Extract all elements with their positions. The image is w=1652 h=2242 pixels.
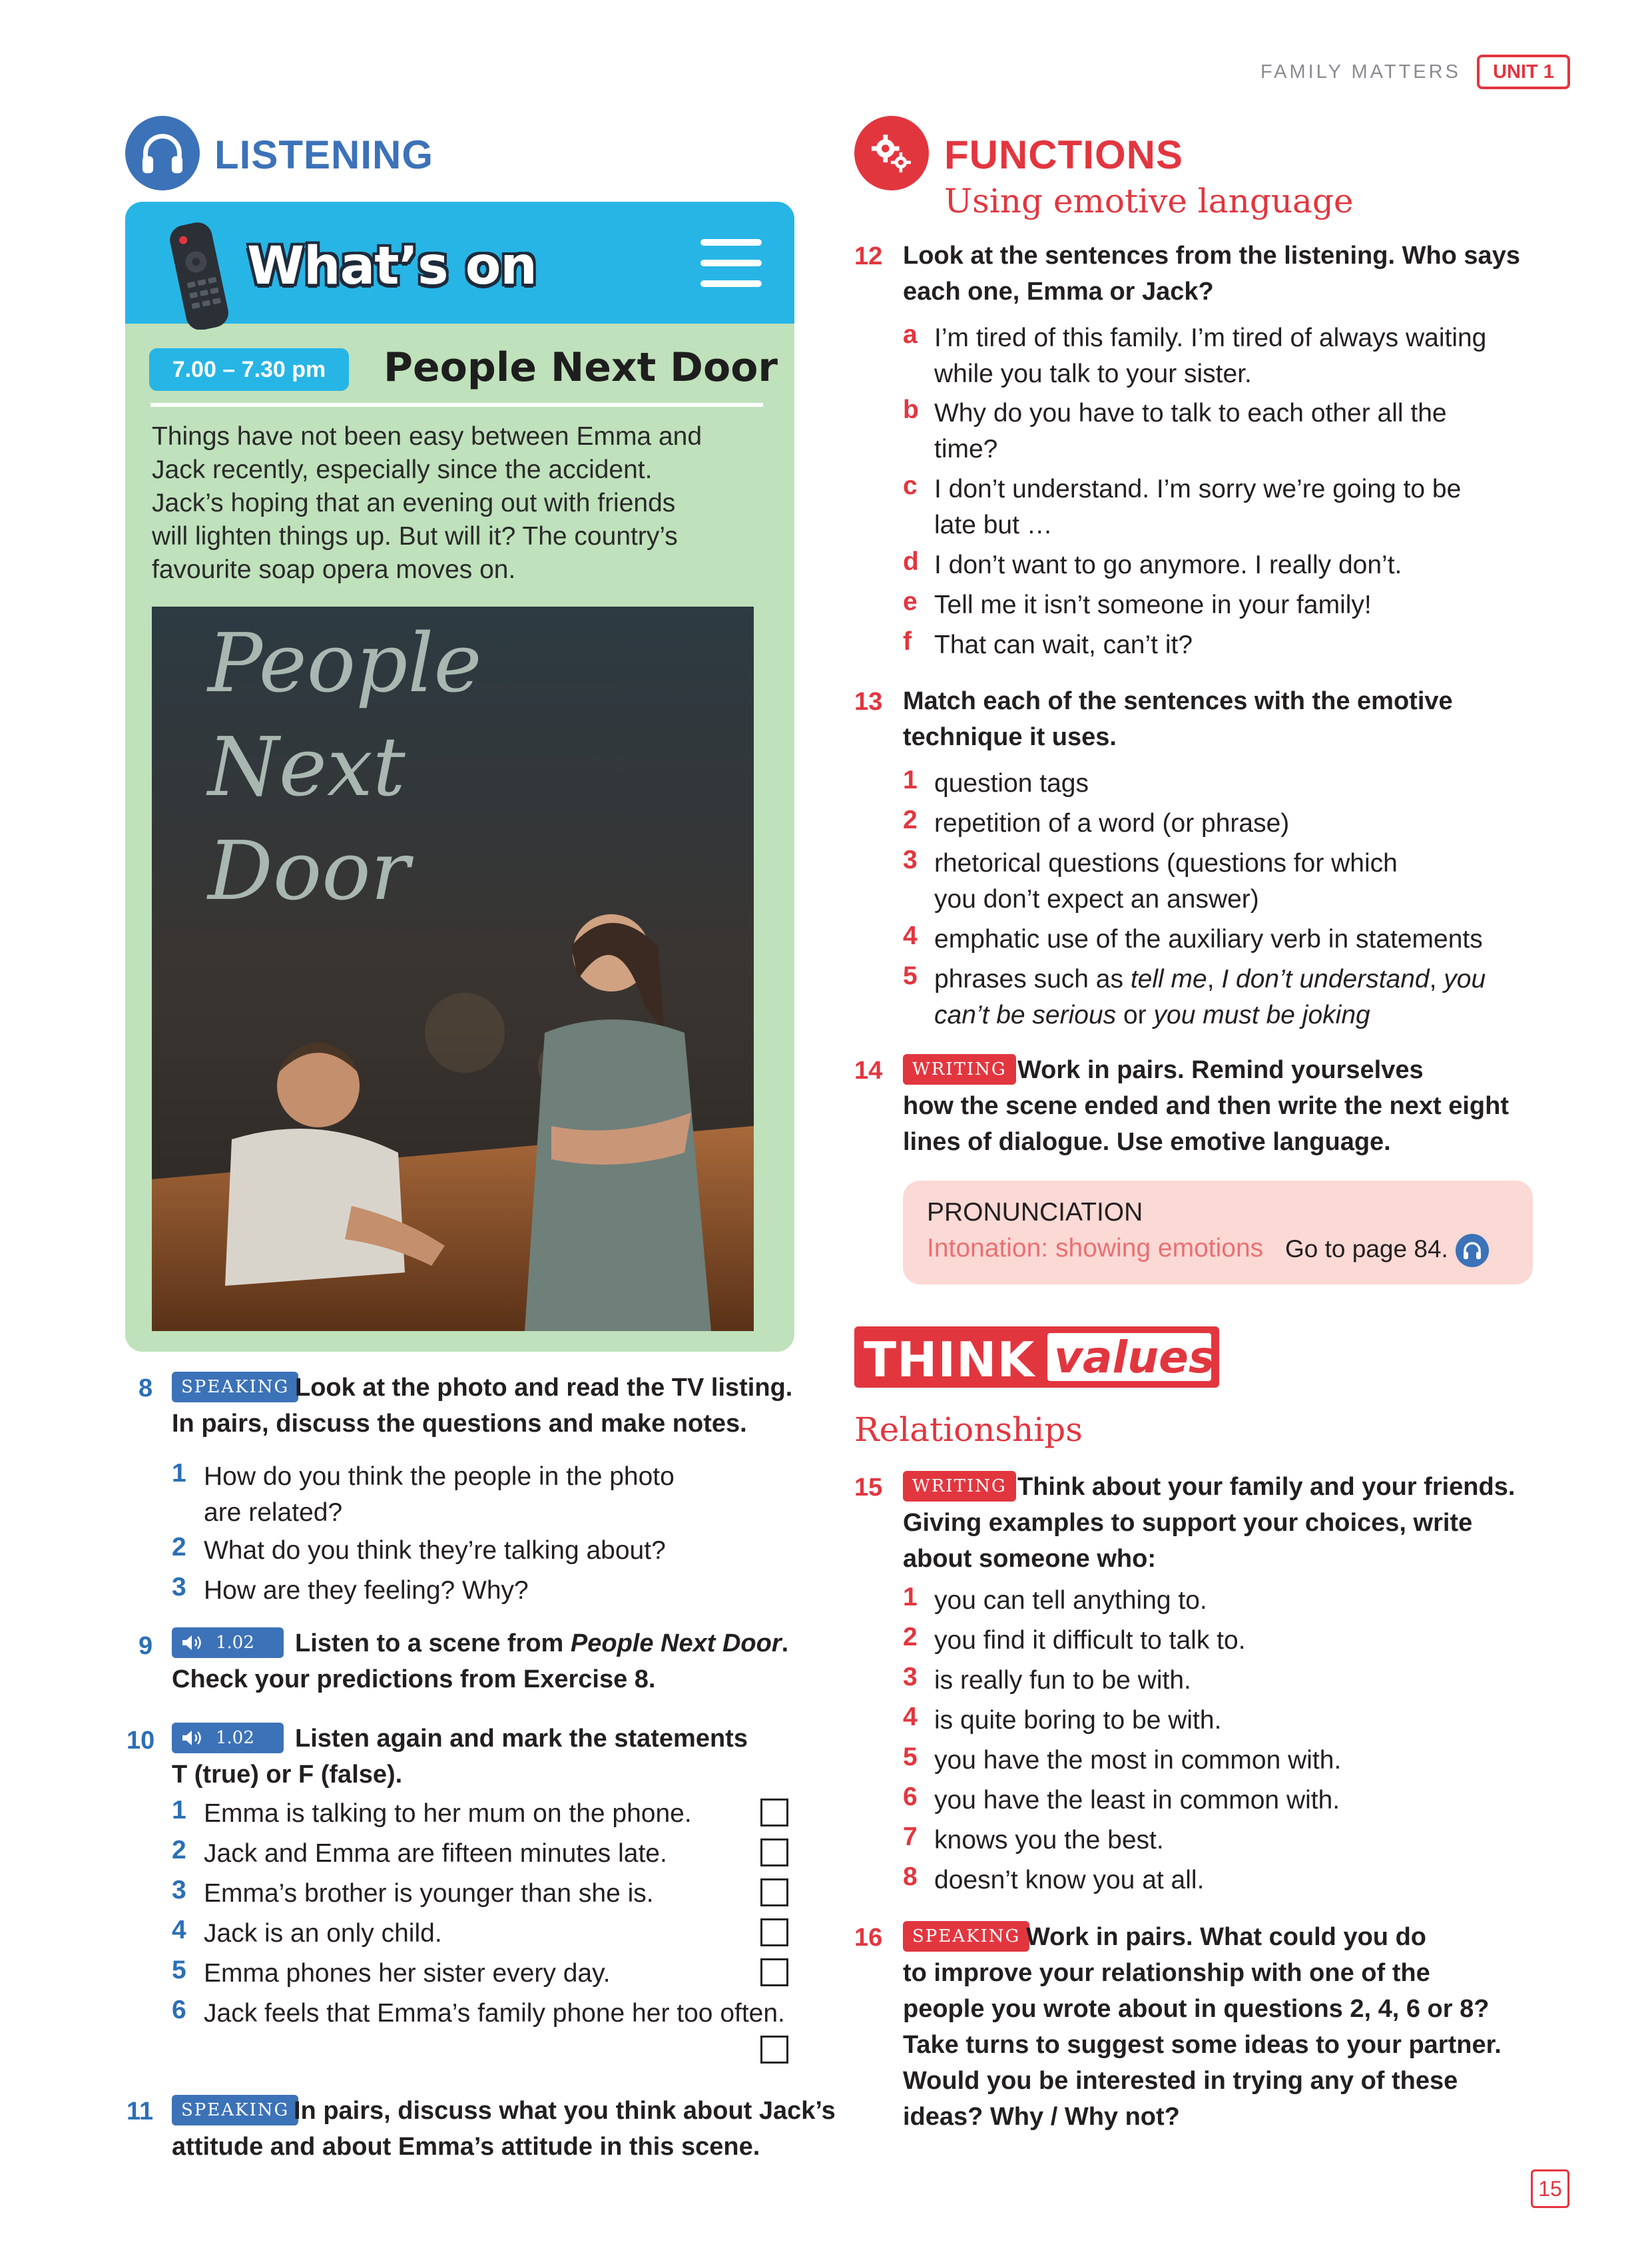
writing-tag: WRITING — [903, 1054, 1016, 1085]
exercise-number: 16 — [854, 1924, 883, 1952]
exercise-number: 15 — [854, 1474, 883, 1502]
item-number: 5 — [903, 962, 918, 990]
photo-title-word: Next — [208, 720, 406, 814]
statement-text: Jack and Emma are fifteen minutes late. — [204, 1839, 667, 1868]
list-item: repetition of a word (or phrase) — [934, 809, 1290, 838]
running-header: FAMILY MATTERS — [1260, 61, 1461, 83]
exercise-number: 14 — [854, 1057, 883, 1085]
item-number: 1 — [903, 1583, 918, 1611]
time-slot-badge: 7.00 – 7.30 pm — [149, 348, 349, 391]
gears-icon — [854, 116, 929, 190]
page-reference[interactable]: Go to page 84. — [1285, 1235, 1448, 1262]
statement-text: Emma is talking to her mum on the phone. — [204, 1799, 692, 1828]
item-number: 4 — [903, 1703, 918, 1731]
show-title: People Next Door — [384, 344, 778, 391]
pronunciation-box — [903, 1181, 1533, 1284]
exercise-instruction: In pairs, discuss what you think about Jack’s — [294, 2097, 836, 2125]
true-false-checkbox[interactable] — [760, 2036, 788, 2064]
item-letter: f — [903, 627, 912, 656]
item-number: 2 — [903, 806, 918, 834]
functions-subheading: Using emotive language — [944, 182, 1354, 220]
exercise-number: 8 — [138, 1374, 153, 1402]
item-number: 8 — [903, 1862, 918, 1891]
item-letter: c — [903, 471, 918, 500]
think-subheading: Relationships — [854, 1410, 1083, 1449]
item-number: 6 — [172, 1996, 186, 2024]
exercise-number: 12 — [854, 242, 883, 270]
list-item: That can wait, can’t it? — [934, 631, 1193, 659]
photo-title-word: Door — [208, 824, 410, 918]
item-number: 3 — [172, 1876, 186, 1904]
pronunciation-title: PRONUNCIATION — [927, 1198, 1143, 1227]
divider — [150, 403, 763, 407]
item-number: 2 — [172, 1533, 186, 1561]
true-false-checkbox[interactable] — [760, 1838, 788, 1866]
item-number: 3 — [903, 846, 918, 874]
speaking-tag: SPEAKING — [172, 2095, 298, 2125]
exercise-instruction: Match each of the sentences with the emotive technique it uses. — [903, 687, 1453, 751]
tv-remote-icon — [158, 216, 238, 333]
exercise-instruction: Giving examples to support your choices, write about someone who: — [903, 1509, 1473, 1573]
speaking-tag: SPEAKING — [903, 1921, 1029, 1952]
list-item: you can tell anything to. — [934, 1586, 1207, 1615]
item-number: 1 — [172, 1459, 186, 1488]
list-item: phrases such as tell me, I don’t understand, you can’t be serious or you must be joking — [934, 965, 1486, 1029]
list-item: question tags — [934, 769, 1089, 798]
list-item: Tell me it isn’t someone in your family! — [934, 591, 1372, 619]
item-number: 5 — [903, 1743, 918, 1771]
whats-on-banner: What’s on — [247, 236, 537, 296]
list-item: What do you think they’re talking about? — [204, 1536, 666, 1565]
values-word: values — [1054, 1332, 1215, 1383]
list-item: I’m tired of this family. I’m tired of always waiting while you talk to your sister. — [934, 324, 1487, 388]
audio-track-button[interactable]: 1.02 — [172, 1723, 284, 1753]
statement-text: Emma’s brother is younger than she is. — [204, 1879, 654, 1908]
true-false-checkbox[interactable] — [760, 1799, 788, 1826]
list-item: is really fun to be with. — [934, 1666, 1191, 1695]
list-item: you have the most in common with. — [934, 1746, 1342, 1775]
exercise-instruction: Check your predictions from Exercise 8. — [172, 1665, 656, 1693]
exercise-instruction: Think about your family and your friends. — [1017, 1473, 1515, 1501]
show-photo — [152, 607, 754, 1331]
photo-title-word: People — [208, 616, 482, 710]
writing-tag: WRITING — [903, 1471, 1016, 1502]
page-number: 15 — [1531, 2169, 1569, 2208]
statement-text: Jack feels that Emma’s family phone her too often. — [204, 1999, 785, 2028]
exercise-instruction: attitude and about Emma’s attitude in this scene. — [172, 2133, 760, 2161]
item-number: 3 — [172, 1573, 186, 1601]
item-number: 5 — [172, 1956, 186, 1984]
exercise-instruction: Listen again and mark the statements — [295, 1725, 748, 1753]
item-letter: e — [903, 587, 918, 616]
functions-heading: FUNCTIONS — [944, 133, 1183, 177]
list-item: emphatic use of the auxiliary verb in statements — [934, 925, 1483, 954]
list-item: I don’t understand. I’m sorry we’re going to be late but … — [934, 475, 1462, 539]
exercise-instruction: to improve your relationship with one of the people you wrote about in questions 2, 4, 6 or 8? Take turns to suggest some ideas to your partner. Would you be interested in trying any of these ideas? Why / Why not? — [903, 1959, 1502, 2131]
statement-text: Emma phones her sister every day. — [204, 1959, 611, 1988]
list-item: How are they feeling? Why? — [204, 1576, 529, 1605]
item-number: 1 — [903, 766, 918, 794]
exercise-instruction: Listen to a scene from People Next Door. — [295, 1629, 789, 1657]
list-item: you have the least in common with. — [934, 1786, 1340, 1815]
pronunciation-topic[interactable]: Intonation: showing emotions — [927, 1234, 1264, 1262]
list-item: Why do you have to talk to each other all the time? — [934, 399, 1447, 463]
exercise-instruction: In pairs, discuss the questions and make notes. — [172, 1410, 747, 1438]
item-number: 2 — [172, 1836, 186, 1864]
list-item: How do you think the people in the photo are related? — [204, 1462, 675, 1527]
exercise-instruction: Work in pairs. What could you do — [1026, 1923, 1426, 1951]
exercise-instruction: Look at the photo and read the TV listing. — [295, 1374, 793, 1402]
list-item: doesn’t know you at all. — [934, 1866, 1205, 1894]
list-item: you find it difficult to talk to. — [934, 1626, 1246, 1655]
exercise-number: 11 — [127, 2098, 154, 2125]
item-letter: b — [903, 396, 919, 424]
true-false-checkbox[interactable] — [760, 1958, 788, 1986]
show-blurb: Things have not been easy between Emma and Jack recently, especially since the accident. Jack’s hoping that an evening out with friends will lighten things up. But will it? The country’s favourite soap opera moves on. — [152, 422, 702, 584]
true-false-checkbox[interactable] — [760, 1918, 788, 1946]
exercise-number: 13 — [854, 688, 883, 716]
item-letter: d — [903, 547, 919, 576]
list-item: rhetorical questions (questions for which you don’t expect an answer) — [934, 849, 1398, 914]
exercise-number: 10 — [127, 1727, 155, 1755]
exercise-instruction: Work in pairs. Remind yourselves — [1017, 1056, 1424, 1084]
item-number: 6 — [903, 1783, 918, 1811]
item-number: 7 — [903, 1822, 918, 1851]
speaker-icon — [181, 1633, 204, 1652]
headphones-icon[interactable] — [1456, 1234, 1489, 1267]
item-number: 4 — [903, 922, 918, 950]
think-word: THINK — [864, 1332, 1035, 1388]
item-number: 1 — [172, 1796, 186, 1824]
statement-text: Jack is an only child. — [204, 1919, 442, 1948]
item-number: 4 — [172, 1916, 186, 1944]
audio-track-button[interactable]: 1.02 — [172, 1627, 284, 1658]
list-item: knows you the best. — [934, 1826, 1164, 1854]
unit-badge: UNIT 1 — [1477, 55, 1570, 89]
tv-listing-card — [125, 202, 794, 1352]
listening-heading: LISTENING — [214, 133, 434, 177]
think-values-banner — [854, 1326, 1219, 1388]
exercise-instruction: Look at the sentences from the listening. Who says each one, Emma or Jack? — [903, 242, 1520, 306]
exercise-number: 9 — [138, 1632, 153, 1660]
speaker-icon — [181, 1729, 204, 1747]
item-letter: a — [903, 320, 918, 349]
exercise-instruction: T (true) or F (false). — [172, 1761, 403, 1789]
list-item: is quite boring to be with. — [934, 1706, 1222, 1735]
true-false-checkbox[interactable] — [760, 1878, 788, 1906]
item-number: 3 — [903, 1663, 918, 1691]
list-item: I don’t want to go anymore. I really don’t. — [934, 551, 1402, 579]
item-number: 2 — [903, 1623, 918, 1651]
speaking-tag: SPEAKING — [172, 1372, 298, 1402]
headphones-icon — [125, 116, 200, 190]
exercise-instruction: how the scene ended and then write the next eight lines of dialogue. Use emotive language. — [903, 1092, 1510, 1156]
